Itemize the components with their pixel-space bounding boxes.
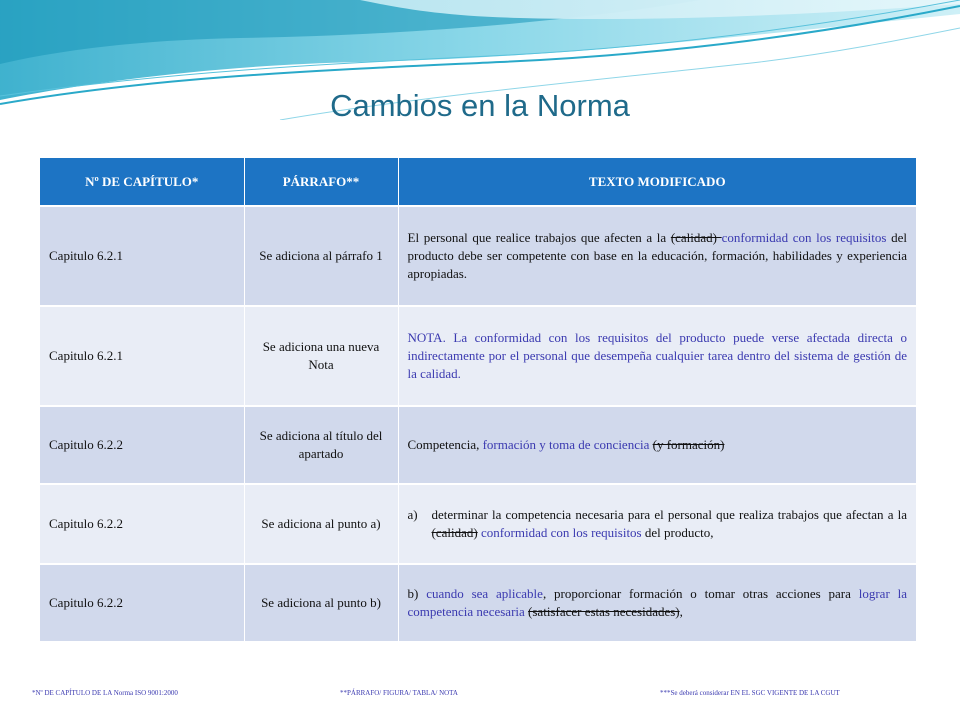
- added-text: conformidad con los requisitos: [480, 525, 642, 540]
- list-item-text: [432, 506, 908, 542]
- cell-capitulo: Capitulo 6.2.1: [40, 206, 244, 306]
- list-marker: a): [407, 507, 418, 522]
- changes-table: [40, 158, 916, 643]
- table-header-row: [40, 158, 916, 206]
- footnote-capitulo: *Nº DE CAPÍTULO DE LA Norma ISO 9001:2000: [32, 689, 178, 697]
- deleted-text: (calidad): [431, 525, 478, 540]
- text-segment: , proporcionar formación o tomar otras acciones para: [542, 586, 859, 601]
- list-item-a: [408, 506, 908, 542]
- cell-parrafo: Se adiciona al párrafo 1: [244, 206, 398, 306]
- cell-parrafo: Se adiciona al título del apartado: [244, 406, 398, 484]
- text-segment: del producto debe ser competente con base en la educación, formación, habilidades y experiencia apropiadas.: [407, 230, 907, 281]
- cell-parrafo: Se adiciona una nueva Nota: [244, 306, 398, 406]
- text-segment: El personal que realice trabajos que afecten a la: [407, 230, 671, 245]
- deleted-text: (calidad): [670, 230, 722, 245]
- header-capitulo: Nº DE CAPÍTULO*: [40, 158, 244, 206]
- added-text: NOTA. La conformidad con los requisitos del producto puede verse afectada directa o indirectamente por el personal que desempeña cualquier tarea dentro del sistema de gestión de la calidad.: [407, 330, 907, 381]
- cell-parrafo: Se adiciona al punto b): [244, 564, 398, 642]
- table-row: [40, 564, 916, 642]
- table-row: [40, 206, 916, 306]
- header-texto: TEXTO MODIFICADO: [398, 158, 916, 206]
- added-text: lograr la competencia necesaria: [407, 586, 908, 619]
- page-title: Cambios en la Norma: [330, 88, 630, 123]
- cell-texto: [398, 564, 916, 642]
- text-segment: determinar la competencia necesaria para el personal que realiza trabajos que afectan a la: [431, 507, 907, 522]
- footnote-sgc: ***Se deberá considerar EN EL SGC VIGENTE DE LA CGUT: [660, 689, 840, 697]
- cell-parrafo: Se adiciona al punto a): [244, 484, 398, 564]
- text-segment: b): [407, 586, 427, 601]
- deleted-text: (y formación): [652, 437, 725, 452]
- header-parrafo: PÁRRAFO**: [244, 158, 398, 206]
- cell-texto: [398, 306, 916, 406]
- text-segment: Competencia,: [407, 437, 483, 452]
- added-text: conformidad con los requisitos: [721, 230, 887, 245]
- added-text: formación y toma de conciencia: [482, 437, 650, 452]
- cell-texto: [398, 406, 916, 484]
- table-row: [40, 484, 916, 564]
- footnote-parrafo: **PÁRRAFO/ FIGURA/ TABLA/ NOTA: [340, 689, 458, 697]
- deleted-text: (satisfacer estas necesidades): [528, 604, 680, 619]
- cell-texto: [398, 206, 916, 306]
- cell-texto: [398, 484, 916, 564]
- cell-capitulo: Capitulo 6.2.2: [40, 484, 244, 564]
- table-row: [40, 306, 916, 406]
- added-text: cuando sea aplicable: [426, 586, 543, 601]
- text-segment: ,: [679, 604, 683, 619]
- text-segment: del producto,: [641, 525, 714, 540]
- cell-capitulo: Capitulo 6.2.1: [40, 306, 244, 406]
- cell-capitulo: Capitulo 6.2.2: [40, 406, 244, 484]
- table-row: [40, 406, 916, 484]
- cell-capitulo: Capitulo 6.2.2: [40, 564, 244, 642]
